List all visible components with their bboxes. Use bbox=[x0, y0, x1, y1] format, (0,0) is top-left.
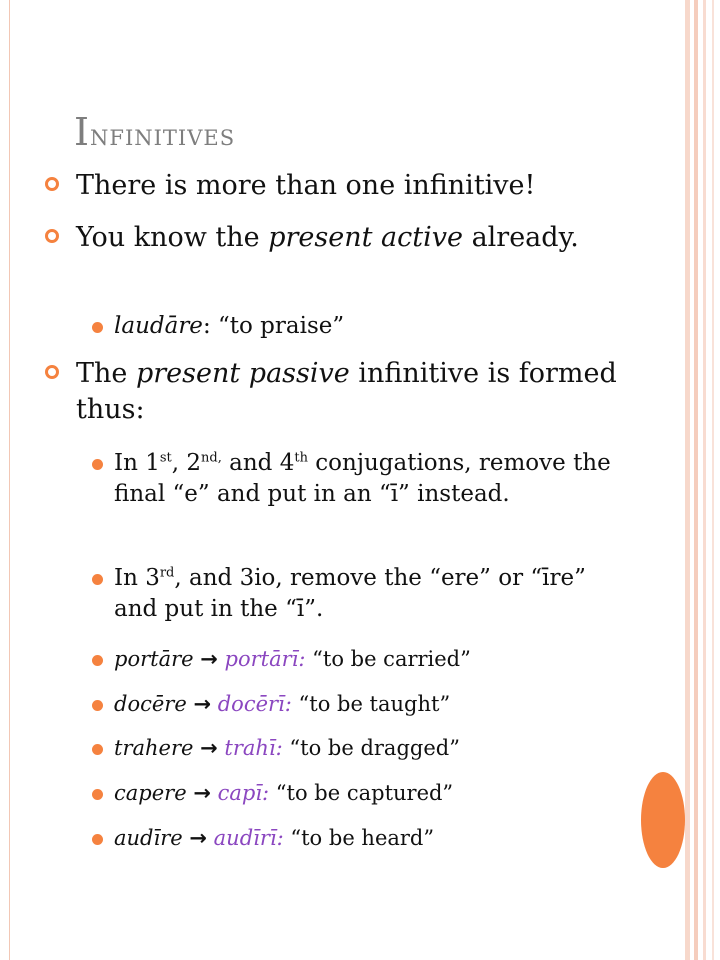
slide-title: Infinitives bbox=[74, 110, 236, 154]
decorative-orange-oval bbox=[641, 772, 685, 868]
dot-bullet-icon bbox=[92, 459, 103, 470]
circle-bullet-icon bbox=[45, 229, 59, 243]
right-arrow-icon: → bbox=[200, 736, 218, 760]
bullet-item: The present passive infinitive is formed thus: bbox=[76, 356, 636, 428]
bullet-item: You know the present active already. bbox=[76, 220, 636, 256]
dot-bullet-icon bbox=[92, 744, 103, 755]
example-item: capere → capī: “to be captured” bbox=[114, 778, 614, 809]
right-border-stripe bbox=[685, 0, 690, 960]
dot-bullet-icon bbox=[92, 322, 103, 333]
circle-bullet-icon bbox=[45, 177, 59, 191]
bullet-item: There is more than one infinitive! bbox=[76, 168, 636, 204]
right-border-stripe bbox=[712, 0, 714, 960]
dot-bullet-icon bbox=[92, 700, 103, 711]
example-item: trahere → trahī: “to be dragged” bbox=[114, 733, 614, 764]
example-item: portāre → portārī: “to be carried” bbox=[114, 644, 614, 675]
example-item: docēre → docērī: “to be taught” bbox=[114, 689, 614, 720]
right-arrow-icon: → bbox=[193, 692, 212, 716]
sub-bullet-item: laudāre: “to praise” bbox=[114, 311, 614, 342]
right-arrow-icon: → bbox=[193, 781, 211, 805]
dot-bullet-icon bbox=[92, 655, 103, 666]
right-arrow-icon: → bbox=[189, 826, 207, 850]
right-border-stripe bbox=[694, 0, 698, 960]
dot-bullet-icon bbox=[92, 789, 103, 800]
right-border-stripe bbox=[703, 0, 706, 960]
right-arrow-icon: → bbox=[200, 647, 218, 671]
circle-bullet-icon bbox=[45, 365, 59, 379]
rule-item: In 3rd, and 3io, remove the “ere” or “īre” and put in the “ī”. bbox=[114, 563, 614, 625]
dot-bullet-icon bbox=[92, 574, 103, 585]
example-item: audīre → audīrī: “to be heard” bbox=[114, 823, 614, 854]
left-border-line bbox=[9, 0, 10, 960]
rule-item: In 1st, $2^{nd,}$ and 4th conjugations, remove the final “e” and put in an “ī” instead. bbox=[114, 448, 614, 510]
dot-bullet-icon bbox=[92, 834, 103, 845]
